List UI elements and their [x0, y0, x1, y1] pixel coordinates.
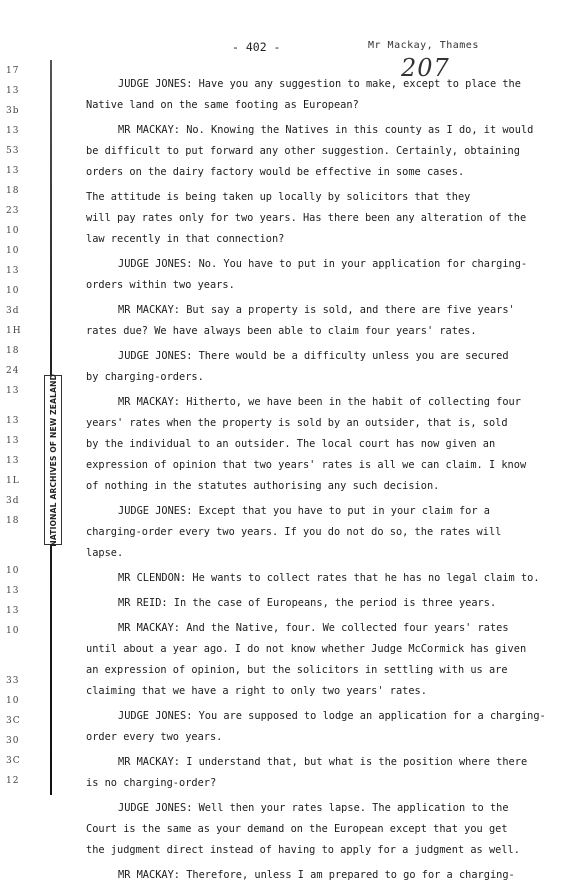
- edge-mark: 53: [6, 146, 20, 156]
- transcript-line: lapse.: [86, 547, 124, 559]
- transcript-paragraph: [86, 618, 531, 702]
- transcript-line: be difficult to put forward any other suggestion. Certainly, obtaining: [86, 145, 520, 157]
- transcript-line: of nothing in the statutes authorising any such decision.: [86, 480, 440, 492]
- edge-mark: 13: [6, 606, 20, 616]
- edge-mark: 13: [6, 436, 20, 446]
- edge-mark: 3C: [6, 716, 21, 726]
- edge-mark: 17: [6, 66, 20, 76]
- transcript-line: law recently in that connection?: [86, 233, 285, 245]
- transcript-line: the judgment direct instead of having to apply for a judgment as well.: [86, 844, 520, 856]
- edge-mark: 12: [6, 776, 20, 786]
- transcript-line: expression of opinion that two years' rates is all we can claim. I know: [86, 459, 527, 471]
- transcript-line: MR REID: In the case of Europeans, the period is three years.: [118, 597, 497, 609]
- transcript-line: rates due? We have always been able to claim four years' rates.: [86, 325, 477, 337]
- edge-mark: 10: [6, 286, 20, 296]
- transcript-line: JUDGE JONES: Have you any suggestion to make, except to place the: [118, 78, 521, 90]
- transcript-paragraph: [86, 74, 531, 116]
- edge-mark: 1H: [6, 326, 22, 336]
- edge-mark: 10: [6, 626, 20, 636]
- transcript-line: MR CLENDON: He wants to collect rates that he has no legal claim to.: [118, 572, 540, 584]
- transcript-line: until about a year ago. I do not know whether Judge McCormick has given: [86, 643, 527, 655]
- edge-mark: 24: [6, 366, 20, 376]
- edge-mark: 18: [6, 346, 20, 356]
- edge-mark: 13: [6, 386, 20, 396]
- archive-stamp: [44, 375, 62, 545]
- transcript-line: MR MACKAY: I understand that, but what is the position where there: [118, 756, 528, 768]
- edge-mark: 10: [6, 246, 20, 256]
- transcript-line: orders on the dairy factory would be effective in some cases.: [86, 166, 465, 178]
- transcript-paragraph: [86, 187, 531, 250]
- edge-mark: 23: [6, 206, 20, 216]
- transcript-line: will pay rates only for two years. Has there been any alteration of the: [86, 212, 527, 224]
- transcript-paragraph: [86, 706, 546, 748]
- transcript-paragraph: [86, 568, 540, 589]
- transcript-line: order every two years.: [86, 731, 223, 743]
- transcript-line: by charging-orders.: [86, 371, 204, 383]
- transcript-line: The attitude is being taken up locally by solicitors that they: [86, 191, 471, 203]
- transcript-paragraph: [86, 392, 531, 497]
- transcript-line: is no charging-order?: [86, 777, 217, 789]
- archive-stamp-text: NATIONAL ARCHIVES OF NEW ZEALAND: [48, 373, 58, 547]
- folio-number: 207: [401, 54, 450, 82]
- transcript-paragraph: [86, 752, 531, 794]
- edge-mark: 18: [6, 186, 20, 196]
- edge-mark: 3d: [6, 306, 20, 316]
- transcript-line: Native land on the same footing as European?: [86, 99, 359, 111]
- transcript-paragraph: [86, 593, 531, 614]
- edge-mark: 10: [6, 566, 20, 576]
- transcript-line: MR MACKAY: No. Knowing the Natives in this county as I do, it would: [118, 124, 534, 136]
- edge-mark: 18: [6, 516, 20, 526]
- edge-mark: 3b: [6, 106, 20, 116]
- transcript-line: JUDGE JONES: Except that you have to put in your claim for a: [118, 505, 490, 517]
- transcript-line: by the individual to an outsider. The local court has now given an: [86, 438, 496, 450]
- edge-mark: 3C: [6, 756, 21, 766]
- transcript-line: JUDGE JONES: No. You have to put in your application for charging-: [118, 258, 528, 270]
- speaker-header: Mr Mackay, Thames: [368, 40, 479, 51]
- edge-mark: 13: [6, 266, 20, 276]
- page-number: - 402 -: [232, 40, 281, 54]
- transcript-line: claiming that we have a right to only two years' rates.: [86, 685, 427, 697]
- transcript-paragraph: [86, 300, 531, 342]
- edge-mark: 13: [6, 166, 20, 176]
- edge-mark: 13: [6, 586, 20, 596]
- edge-mark: 33: [6, 676, 20, 686]
- transcript-paragraph: [86, 120, 534, 183]
- transcript-paragraph: [86, 254, 531, 296]
- edge-mark: 13: [6, 86, 20, 96]
- transcript-line: MR MACKAY: But say a property is sold, and there are five years': [118, 304, 515, 316]
- transcript-line: MR MACKAY: And the Native, four. We collected four years' rates: [118, 622, 509, 634]
- edge-mark: 13: [6, 126, 20, 136]
- transcript-line: orders within two years.: [86, 279, 235, 291]
- transcript-body: [86, 74, 546, 890]
- transcript-line: JUDGE JONES: Well then your rates lapse. The application to the: [118, 802, 509, 814]
- transcript-paragraph: [86, 865, 531, 886]
- edge-mark: 10: [6, 696, 20, 706]
- transcript-line: JUDGE JONES: There would be a difficulty unless you are secured: [118, 350, 509, 362]
- transcript-line: JUDGE JONES: You are supposed to lodge an application for a charging-: [118, 710, 546, 722]
- transcript-line: MR MACKAY: Hitherto, we have been in the habit of collecting four: [118, 396, 521, 408]
- edge-mark: 3d: [6, 496, 20, 506]
- transcript-line: years' rates when the property is sold by an outsider, that is, sold: [86, 417, 508, 429]
- transcript-line: charging-order every two years. If you do not do so, the rates will: [86, 526, 502, 538]
- transcript-line: MR MACKAY: Therefore, unless I am prepared to go for a charging-: [118, 869, 515, 881]
- transcript-paragraph: [86, 501, 531, 564]
- transcript-line: an expression of opinion, but the solicitors in settling with us are: [86, 664, 508, 676]
- edge-mark: 13: [6, 456, 20, 466]
- edge-mark: 10: [6, 226, 20, 236]
- transcript-paragraph: [86, 798, 531, 861]
- edge-mark: 13: [6, 416, 20, 426]
- transcript-line: Court is the same as your demand on the European except that you get: [86, 823, 508, 835]
- transcript-paragraph: [86, 346, 531, 388]
- edge-mark: 30: [6, 736, 20, 746]
- edge-mark: 1L: [6, 476, 20, 486]
